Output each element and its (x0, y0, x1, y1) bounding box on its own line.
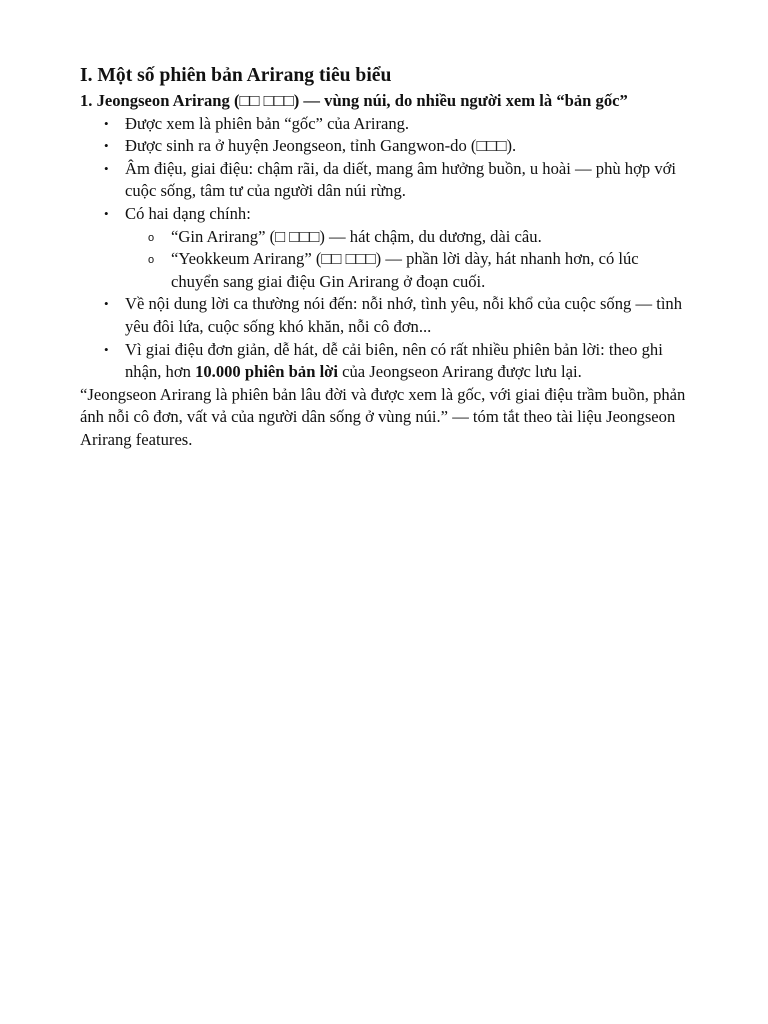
list-item-text: Có hai dạng chính: (125, 203, 251, 223)
emphasis-count: 10.000 phiên bản lời (195, 362, 338, 382)
summary-quote: “Jeongseon Arirang là phiên bản lâu đời và được xem là gốc, với giai điệu trầm buồn, phản ánh nỗi cô đơn, vất vả của người dân sống ở vùng núi.” — tóm tắt theo tài liệu Jeongseon Arirang features. (80, 384, 686, 449)
document-page (0, 0, 768, 452)
section-heading: I. Một số phiên bản Arirang tiêu biểu (80, 65, 392, 86)
list-item (125, 203, 688, 293)
list-item: • Về nội dung lời ca thường nói đến: nỗi nhớ, tình yêu, nỗi khổ của cuộc sống — tình yêu đôi lứa, cuộc sống khó khăn, nỗi cô đơn... (125, 293, 688, 338)
list-item: • Được sinh ra ở huyện Jeongseon, tỉnh Gangwon-do (□□□). (125, 135, 688, 158)
sub-bullet-list (125, 226, 688, 294)
list-item (125, 339, 688, 384)
sub-list-item: o “Yeokkeum Arirang” (□□ □□□) — phần lời dày, hát nhanh hơn, có lúc chuyển sang giai điệu Gin Arirang ở đoạn cuối. (171, 248, 688, 293)
list-item-text: Vì giai điệu đơn giản, dễ hát, dễ cải biên, nên có rất nhiều phiên bản lời: theo ghi nhận, hơn (125, 339, 663, 382)
list-item: • Được xem là phiên bản “gốc” của Arirang. (125, 113, 688, 136)
bullet-list (80, 113, 688, 384)
list-item: • Âm điệu, giai điệu: chậm rãi, da diết, mang âm hưởng buồn, u hoài — phù hợp với cuộc sống, tâm tư của người dân núi rừng. (125, 158, 688, 203)
sub-list-item: o “Gin Arirang” (□ □□□) — hát chậm, du dương, dài câu. (171, 226, 688, 249)
list-item-text: của Jeongseon Arirang được lưu lại. (337, 362, 582, 382)
subsection-heading: 1. Jeongseon Arirang (□□ □□□) — vùng núi, do nhiều người xem là “bản gốc” (80, 91, 628, 110)
